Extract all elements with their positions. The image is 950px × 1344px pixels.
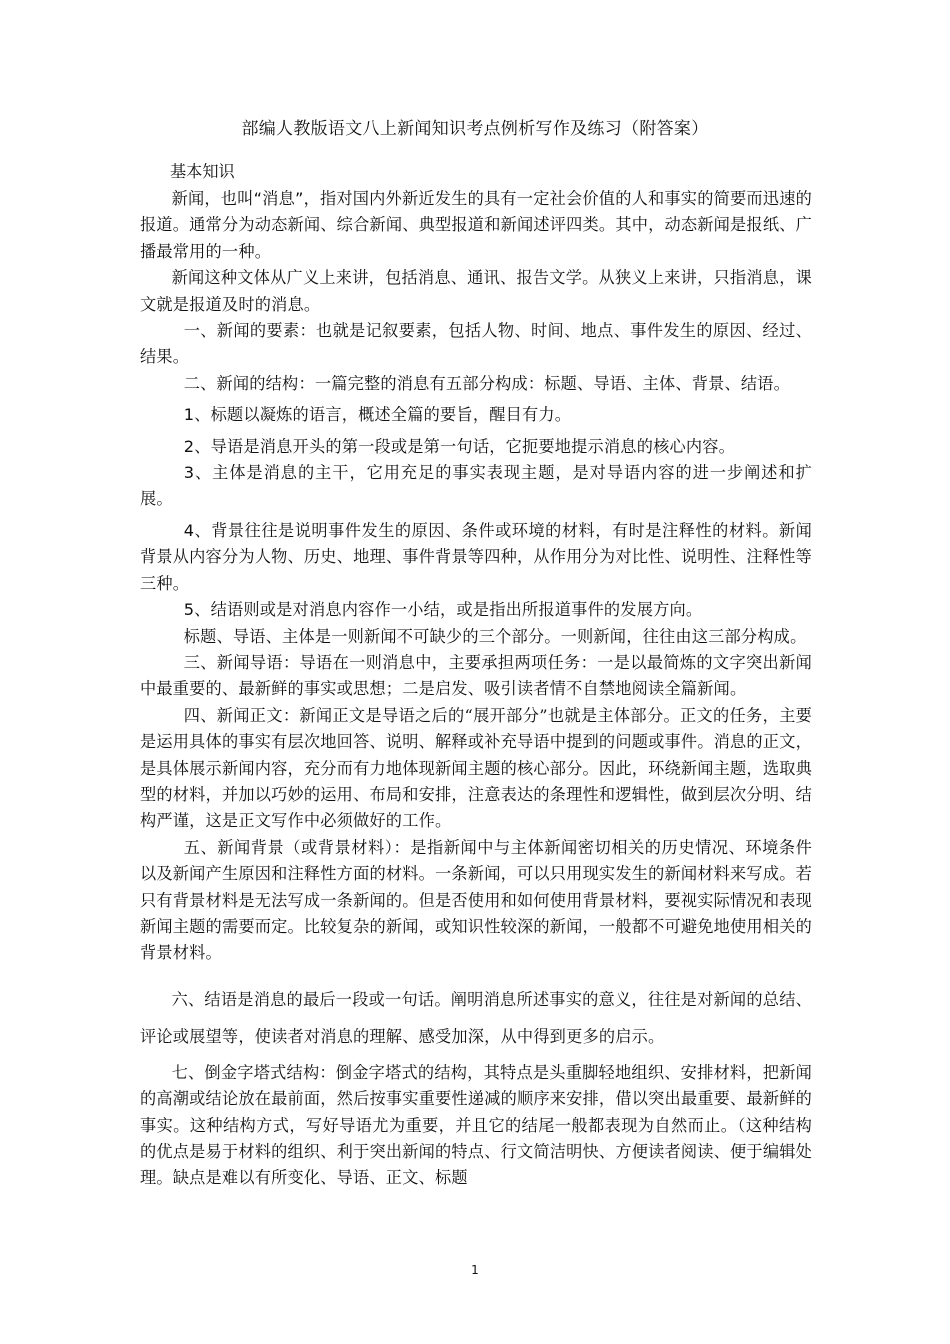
page-number: 1	[471, 1263, 479, 1277]
paragraph-structure-title: 1、标题以凝炼的语言，概述全篇的要旨，醒目有力。	[183, 405, 572, 425]
paragraph-news-background: 五、新闻背景（或背景材料）：是指新闻中与主体新闻密切相关的历史情况、环境条件以及新闻产生原因和注释性方面的材料。一条新闻，可以只用现实发生的新闻材料来写成。若只有背景材料是无法写成一条新闻的。但是否使用和如何使用背景材料，要视实际情况和表现新闻主题的需要而定。比较复杂的新闻，或知识性较深的新闻，一般都不可避免地使用相关的背景材料。	[140, 837, 812, 963]
paragraph-news-elements: 一、新闻的要素：也就是记叙要素，包括人物、时间、地点、事件发生的原因、经过、结果。	[140, 321, 812, 367]
paragraph-structure-ending: 5、结语则或是对消息内容作一小结，或是指出所报道事件的发展方向。	[183, 600, 703, 620]
paragraph-structure-body: 3、主体是消息的主干，它用充足的事实表现主题，是对导语内容的进一步阐述和扩展。	[140, 463, 812, 509]
paragraph-news-ending: 六、结语是消息的最后一段或一句话。阐明消息所述事实的意义，往往是对新闻的总结、评论或展望等，使读者对消息的理解、感受加深，从中得到更多的启示。	[140, 989, 812, 1046]
paragraph-news-structure: 二、新闻的结构：一篇完整的消息有五部分构成：标题、导语、主体、背景、结语。	[183, 373, 791, 393]
paragraph-news-scope: 新闻这种文体从广义上来讲，包括消息、通讯、报告文学。从狭义上来讲，只指消息，课文就是报道及时的消息。	[140, 268, 812, 314]
paragraph-news-definition: 新闻，也叫“消息”，指对国内外新近发生的具有一定社会价值的人和事实的简要而迅速的报道。通常分为动态新闻、综合新闻、典型报道和新闻述评四类。其中，动态新闻是报纸、广播最常用的一种。	[140, 189, 812, 261]
paragraph-inverted-pyramid: 七、倒金字塔式结构：倒金字塔式的结构，其特点是头重脚轻地组织、安排材料，把新闻的高潮或结论放在最前面，然后按事实重要性递减的顺序来安排，借以突出最重要、最新鲜的事实。这种结构方式，写好导语尤为重要，并且它的结尾一般都表现为自然而止。（这种结构的优点是易于材料的组织、利于突出新闻的特点、行文简洁明快、方便读者阅读、便于编辑处理。缺点是难以有所变化、导语、正文、标题	[140, 1062, 812, 1188]
document-title: 部编人教版语文八上新闻知识考点例析写作及练习（附答案）	[241, 119, 709, 139]
paragraph-structure-background: 4、背景往往是说明事件发生的原因、条件或环境的材料，有时是注释性的材料。新闻背景从内容分为人物、历史、地理、事件背景等四种，从作用分为对比性、说明性、注释性等三种。	[140, 520, 812, 593]
paragraph-news-body: 四、新闻正文：新闻正文是导语之后的“展开部分”也就是主体部分。正文的任务，主要是运用具体的事实有层次地回答、说明、解释或补充导语中提到的问题或事件。消息的正文，是具体展示新闻内容，充分而有力地体现新闻主题的核心部分。因此，环绕新闻主题，选取典型的材料，并加以巧妙的运用、布局和安排，注意表达的条理性和逻辑性，做到层次分明、结构严谨，这是正文写作中必须做好的工作。	[140, 705, 812, 831]
paragraph-news-lead: 三、新闻导语：导语在一则消息中，主要承担两项任务：一是以最简炼的文字突出新闻中最重要的、最新鲜的事实或思想；二是启发、吸引读者情不自禁地阅读全篇新闻。	[140, 652, 812, 699]
paragraph-essential-parts: 标题、导语、主体是一则新闻不可缺少的三个部分。一则新闻，往往由这三部分构成。	[183, 626, 807, 646]
document-body	[140, 160, 812, 1192]
paragraph-structure-lead: 2、导语是消息开头的第一段或是第一句话，它扼要地提示消息的核心内容。	[183, 436, 736, 456]
section-heading: 基本知识	[170, 162, 235, 181]
